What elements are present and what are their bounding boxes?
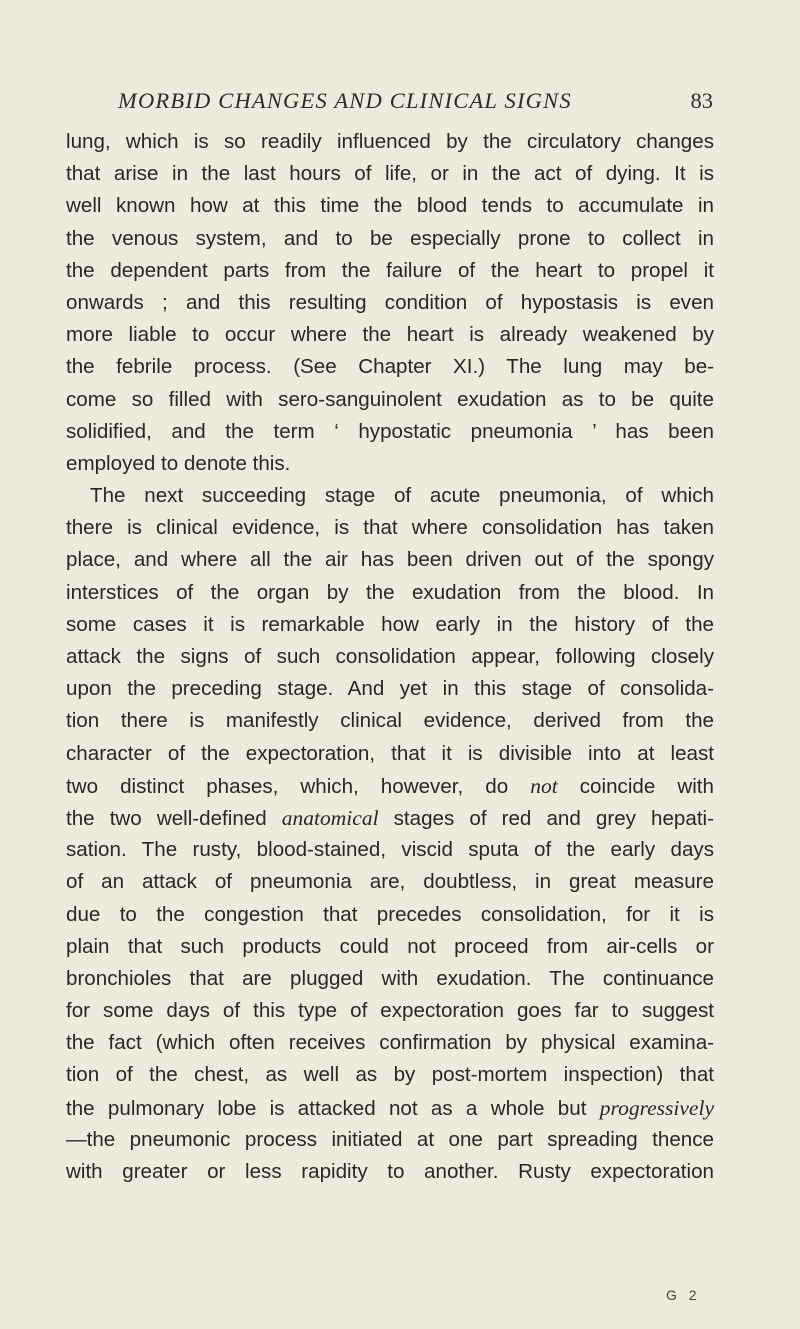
line-text: well known how at this time the blood tends to accumulate in bbox=[66, 194, 714, 218]
line-text: attack the signs of such consolidation appear, following closely bbox=[66, 645, 714, 668]
line-text: the two well-defined bbox=[66, 806, 267, 830]
text-line bbox=[66, 1156, 714, 1188]
text-line bbox=[66, 223, 714, 255]
line-text: tion there is manifestly clinical evidence, derived from the bbox=[66, 709, 714, 733]
line-text: two distinct phases, which, however, do bbox=[66, 774, 509, 798]
text-line bbox=[66, 255, 714, 287]
line-text: with greater or less rapidity to another. Rusty expectoration bbox=[66, 1160, 714, 1183]
text-line bbox=[66, 448, 714, 480]
line-text: the fact (which often receives confirmation by physical examina- bbox=[66, 1031, 714, 1055]
line-text: more liable to occur where the heart is already weakened by bbox=[66, 323, 714, 347]
page-header bbox=[118, 88, 713, 122]
italic-emphasis: progressively bbox=[599, 1095, 714, 1120]
text-line bbox=[66, 577, 714, 609]
text-line bbox=[66, 544, 714, 576]
text-line bbox=[66, 899, 714, 931]
text-line bbox=[66, 287, 714, 319]
text-line bbox=[66, 995, 714, 1027]
line-text: sation. The rusty, blood-stained, viscid sputa of the early days bbox=[66, 838, 714, 862]
text-line bbox=[66, 1027, 714, 1059]
line-text: for some days of this type of expectoration goes far to suggest bbox=[66, 999, 714, 1023]
page-number: 83 bbox=[690, 88, 713, 113]
line-text: —the pneumonic process initiated at one part spreading thence bbox=[66, 1127, 714, 1151]
text-line bbox=[66, 931, 714, 963]
line-text: plain that such products could not proceed from air-cells or bbox=[66, 934, 714, 958]
line-text: the febrile process. (See Chapter XI.) The lung may be- bbox=[66, 355, 714, 379]
line-text: come so filled with sero-sanguinolent exudation as to be quite bbox=[66, 387, 714, 411]
text-line bbox=[66, 802, 714, 834]
line-text: the venous system, and to be especially prone to collect in bbox=[66, 226, 714, 250]
text-line bbox=[66, 416, 714, 448]
line-text: the pulmonary lobe is attacked not as a whole but bbox=[66, 1096, 587, 1120]
text-line bbox=[66, 705, 714, 737]
text-line bbox=[66, 609, 714, 641]
italic-emphasis: not bbox=[530, 773, 558, 798]
text-line bbox=[66, 351, 714, 383]
text-line bbox=[66, 1124, 714, 1156]
line-text: bronchioles that are plugged with exudation. The continuance bbox=[66, 966, 714, 990]
line-text: interstices of the organ by the exudation from the blood. In bbox=[66, 580, 714, 604]
text-line bbox=[66, 319, 714, 351]
text-line bbox=[66, 512, 714, 544]
text-line bbox=[66, 770, 714, 802]
line-text-continued: stages of red and grey hepati- bbox=[378, 806, 714, 830]
line-text: lung, which is so readily influenced by the circulatory changes bbox=[66, 130, 714, 153]
line-text: place, and where all the air has been driven out of the spongy bbox=[66, 548, 714, 572]
line-text-continued: coincide with bbox=[557, 774, 714, 798]
text-line bbox=[66, 158, 714, 190]
line-text: there is clinical evidence, is that where consolidation has taken bbox=[66, 516, 714, 540]
line-text: solidified, and the term ‘ hypostatic pneumonia ’ has been bbox=[66, 419, 714, 443]
italic-emphasis: anatomical bbox=[281, 805, 379, 830]
line-text: character of the expectoration, that it is divisible into at least bbox=[66, 741, 714, 765]
line-text: tion of the chest, as well as by post-mortem inspection) that bbox=[66, 1063, 714, 1087]
text-line bbox=[66, 866, 714, 898]
text-line bbox=[66, 1092, 714, 1124]
text-line bbox=[66, 480, 714, 512]
line-text: that arise in the last hours of life, or in the act of dying. It is bbox=[66, 162, 714, 186]
text-line bbox=[66, 190, 714, 222]
text-line bbox=[66, 641, 714, 673]
running-head: MORBID CHANGES AND CLINICAL SIGNS bbox=[118, 88, 572, 113]
text-line bbox=[66, 673, 714, 705]
line-text: employed to denote this. bbox=[66, 451, 291, 475]
line-text: upon the preceding stage. And yet in this stage of consolida- bbox=[66, 677, 714, 701]
line-text: The next succeeding stage of acute pneumonia, of which bbox=[90, 484, 714, 508]
line-text: some cases it is remarkable how early in the history of the bbox=[66, 612, 714, 636]
line-text: of an attack of pneumonia are, doubtless, in great measure bbox=[66, 870, 714, 894]
text-line bbox=[66, 384, 714, 416]
signature-mark: G 2 bbox=[666, 1287, 701, 1303]
line-text: due to the congestion that precedes consolidation, for it is bbox=[66, 902, 714, 926]
text-line bbox=[66, 738, 714, 770]
text-line bbox=[66, 1059, 714, 1091]
text-line bbox=[66, 126, 714, 158]
line-text: onwards ; and this resulting condition of hypostasis is even bbox=[66, 290, 714, 314]
text-line bbox=[66, 963, 714, 995]
line-text: the dependent parts from the failure of the heart to propel it bbox=[66, 258, 714, 282]
text-line bbox=[66, 834, 714, 866]
body-text bbox=[66, 126, 714, 1188]
